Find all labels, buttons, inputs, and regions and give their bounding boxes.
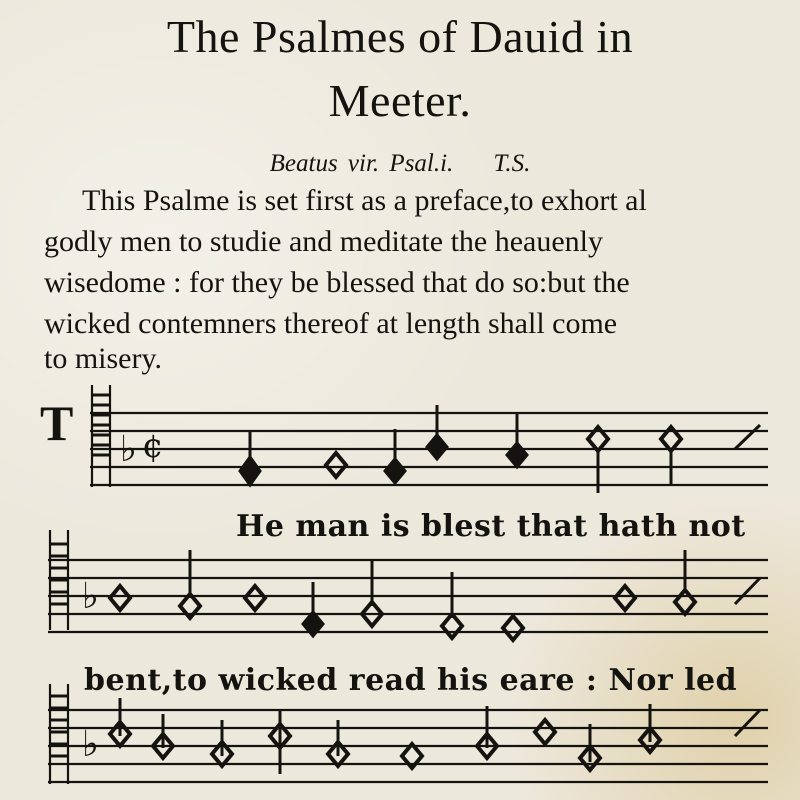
preface-line: to misery. xyxy=(44,342,163,375)
author-initials: T.S. xyxy=(493,150,531,177)
svg-text:♭: ♭ xyxy=(82,724,99,765)
svg-text:♭: ♭ xyxy=(120,429,137,470)
preface-line: godly men to studie and meditate the heauenly xyxy=(44,225,604,258)
psalm-reference: Beatus vir. Psal.i. xyxy=(269,150,454,177)
page-title-line-2: Meeter. xyxy=(328,75,472,126)
music-staff-1 xyxy=(0,385,800,495)
lyric-line: bent,to wicked read his eare : Nor led xyxy=(84,663,738,698)
preface-line: This Psalme is set first as a preface,to exhort al xyxy=(82,184,647,217)
preface-line: wisedome : for they be blessed that do so:but the xyxy=(44,266,630,299)
preface-line: wicked contemners thereof at length shall come xyxy=(44,307,618,340)
lyric-line: He man is blest that hath not xyxy=(236,509,746,544)
svg-text:♭: ♭ xyxy=(82,576,99,617)
svg-text:¢: ¢ xyxy=(142,426,164,466)
music-staff-3 xyxy=(0,684,800,800)
music-staff-2 xyxy=(0,530,800,645)
page-title-line-1: The Psalmes of Dauid in xyxy=(166,11,634,62)
psalm-subheading xyxy=(0,150,800,178)
music-initial-letter: T xyxy=(40,395,74,451)
